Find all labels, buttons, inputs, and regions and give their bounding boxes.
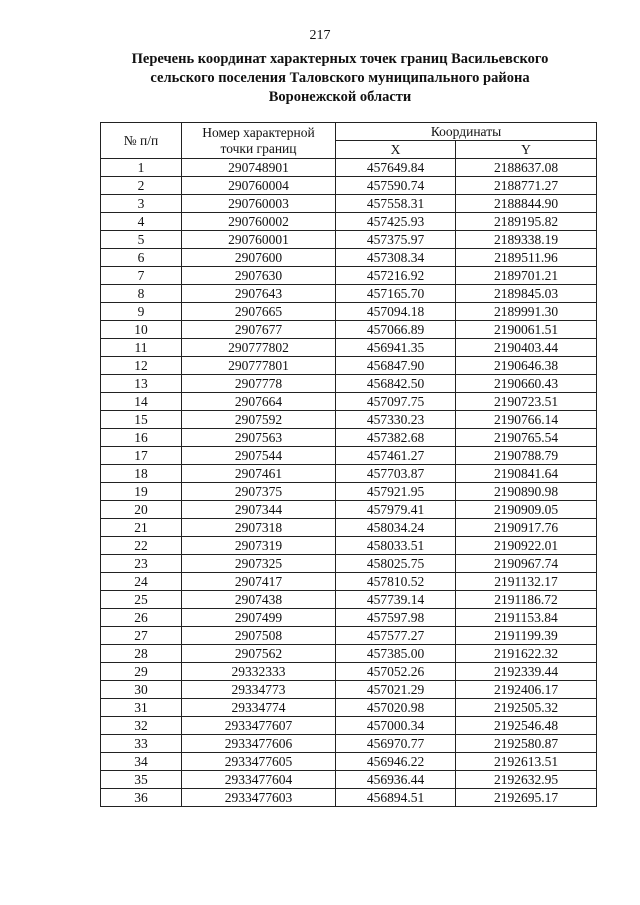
y-coordinate-cell: 2192406.17 [456, 681, 597, 699]
y-coordinate-cell: 2192505.32 [456, 699, 597, 717]
y-coordinate-cell: 2192546.48 [456, 717, 597, 735]
table-row [101, 537, 597, 555]
point-number-cell: 2907563 [182, 429, 336, 447]
y-coordinate-cell: 2190766.14 [456, 411, 597, 429]
header-coordinates: Координаты [336, 123, 597, 141]
y-coordinate-cell: 2192339.44 [456, 663, 597, 681]
y-coordinate-cell: 2189511.96 [456, 249, 597, 267]
row-number-cell: 18 [101, 465, 182, 483]
point-number-cell: 290760003 [182, 195, 336, 213]
y-coordinate-cell: 2189991.30 [456, 303, 597, 321]
y-coordinate-cell: 2188771.27 [456, 177, 597, 195]
point-number-cell: 2907344 [182, 501, 336, 519]
row-number-cell: 25 [101, 591, 182, 609]
row-number-cell: 14 [101, 393, 182, 411]
row-number-cell: 2 [101, 177, 182, 195]
table-row [101, 213, 597, 231]
point-number-cell: 290760001 [182, 231, 336, 249]
table-row [101, 195, 597, 213]
x-coordinate-cell: 456842.50 [336, 375, 456, 393]
point-number-cell: 2933477607 [182, 717, 336, 735]
table-row [101, 177, 597, 195]
x-coordinate-cell: 457066.89 [336, 321, 456, 339]
table-row [101, 393, 597, 411]
row-number-cell: 12 [101, 357, 182, 375]
y-coordinate-cell: 2191132.17 [456, 573, 597, 591]
row-number-cell: 8 [101, 285, 182, 303]
row-number-cell: 29 [101, 663, 182, 681]
y-coordinate-cell: 2190646.38 [456, 357, 597, 375]
point-number-cell: 290748901 [182, 159, 336, 177]
point-number-cell: 2907508 [182, 627, 336, 645]
y-coordinate-cell: 2188844.90 [456, 195, 597, 213]
title-line: Перечень координат характерных точек границ Васильевского [131, 51, 549, 67]
point-number-cell: 2933477605 [182, 753, 336, 771]
title-line: Воронежской области [268, 89, 412, 105]
row-number-cell: 1 [101, 159, 182, 177]
point-number-cell: 2907600 [182, 249, 336, 267]
table-row [101, 267, 597, 285]
header-row-number: № п/п [101, 123, 182, 159]
row-number-cell: 34 [101, 753, 182, 771]
table-row [101, 699, 597, 717]
coordinates-table [100, 122, 597, 807]
point-number-cell: 2907677 [182, 321, 336, 339]
x-coordinate-cell: 457385.00 [336, 645, 456, 663]
point-number-cell: 2907778 [182, 375, 336, 393]
y-coordinate-cell: 2190922.01 [456, 537, 597, 555]
x-coordinate-cell: 457649.84 [336, 159, 456, 177]
table-row [101, 501, 597, 519]
row-number-cell: 5 [101, 231, 182, 249]
table-row [101, 519, 597, 537]
header-point-number-line1: Номер характерной [202, 124, 315, 140]
table-row [101, 285, 597, 303]
x-coordinate-cell: 457308.34 [336, 249, 456, 267]
y-coordinate-cell: 2189338.19 [456, 231, 597, 249]
x-coordinate-cell: 457165.70 [336, 285, 456, 303]
point-number-cell: 2907544 [182, 447, 336, 465]
y-coordinate-cell: 2188637.08 [456, 159, 597, 177]
table-row [101, 555, 597, 573]
y-coordinate-cell: 2190909.05 [456, 501, 597, 519]
x-coordinate-cell: 457703.87 [336, 465, 456, 483]
y-coordinate-cell: 2192695.17 [456, 789, 597, 807]
x-coordinate-cell: 457094.18 [336, 303, 456, 321]
point-number-cell: 2933477603 [182, 789, 336, 807]
row-number-cell: 9 [101, 303, 182, 321]
x-coordinate-cell: 457590.74 [336, 177, 456, 195]
x-coordinate-cell: 458025.75 [336, 555, 456, 573]
x-coordinate-cell: 457597.98 [336, 609, 456, 627]
header-point-number-line2: точки границ [220, 140, 297, 156]
row-number-cell: 22 [101, 537, 182, 555]
point-number-cell: 2907375 [182, 483, 336, 501]
row-number-cell: 32 [101, 717, 182, 735]
table-row [101, 663, 597, 681]
table-row [101, 339, 597, 357]
table-row [101, 411, 597, 429]
row-number-cell: 26 [101, 609, 182, 627]
row-number-cell: 31 [101, 699, 182, 717]
x-coordinate-cell: 456936.44 [336, 771, 456, 789]
point-number-cell: 290760002 [182, 213, 336, 231]
page-number: 217 [309, 28, 331, 43]
point-number-cell: 2907562 [182, 645, 336, 663]
point-number-cell: 2907318 [182, 519, 336, 537]
x-coordinate-cell: 457000.34 [336, 717, 456, 735]
row-number-cell: 24 [101, 573, 182, 591]
point-number-cell: 290777802 [182, 339, 336, 357]
row-number-cell: 6 [101, 249, 182, 267]
x-coordinate-cell: 457052.26 [336, 663, 456, 681]
x-coordinate-cell: 457330.23 [336, 411, 456, 429]
row-number-cell: 21 [101, 519, 182, 537]
y-coordinate-cell: 2191186.72 [456, 591, 597, 609]
point-number-cell: 2907461 [182, 465, 336, 483]
table-row [101, 717, 597, 735]
y-coordinate-cell: 2190723.51 [456, 393, 597, 411]
table-row [101, 735, 597, 753]
y-coordinate-cell: 2190890.98 [456, 483, 597, 501]
y-coordinate-cell: 2190403.44 [456, 339, 597, 357]
row-number-cell: 3 [101, 195, 182, 213]
point-number-cell: 29332333 [182, 663, 336, 681]
point-number-cell: 2907664 [182, 393, 336, 411]
point-number-cell: 2907592 [182, 411, 336, 429]
x-coordinate-cell: 457382.68 [336, 429, 456, 447]
table-row [101, 447, 597, 465]
row-number-cell: 4 [101, 213, 182, 231]
y-coordinate-cell: 2192580.87 [456, 735, 597, 753]
row-number-cell: 11 [101, 339, 182, 357]
row-number-cell: 23 [101, 555, 182, 573]
row-number-cell: 35 [101, 771, 182, 789]
x-coordinate-cell: 458033.51 [336, 537, 456, 555]
table-header [101, 123, 597, 159]
table-row [101, 303, 597, 321]
table-row [101, 789, 597, 807]
point-number-cell: 2907325 [182, 555, 336, 573]
y-coordinate-cell: 2190967.74 [456, 555, 597, 573]
x-coordinate-cell: 457739.14 [336, 591, 456, 609]
point-number-cell: 2907643 [182, 285, 336, 303]
x-coordinate-cell: 456946.22 [336, 753, 456, 771]
y-coordinate-cell: 2191199.39 [456, 627, 597, 645]
x-coordinate-cell: 457216.92 [336, 267, 456, 285]
x-coordinate-cell: 456970.77 [336, 735, 456, 753]
row-number-cell: 7 [101, 267, 182, 285]
y-coordinate-cell: 2190061.51 [456, 321, 597, 339]
header-point-number [182, 123, 336, 159]
point-number-cell: 2933477604 [182, 771, 336, 789]
point-number-cell: 2907499 [182, 609, 336, 627]
y-coordinate-cell: 2192613.51 [456, 753, 597, 771]
x-coordinate-cell: 456847.90 [336, 357, 456, 375]
table-row [101, 681, 597, 699]
row-number-cell: 16 [101, 429, 182, 447]
table-row [101, 429, 597, 447]
table-row [101, 249, 597, 267]
point-number-cell: 2907630 [182, 267, 336, 285]
x-coordinate-cell: 457577.27 [336, 627, 456, 645]
y-coordinate-cell: 2189701.21 [456, 267, 597, 285]
table-row [101, 573, 597, 591]
point-number-cell: 2907665 [182, 303, 336, 321]
point-number-cell: 2907319 [182, 537, 336, 555]
y-coordinate-cell: 2190788.79 [456, 447, 597, 465]
row-number-cell: 33 [101, 735, 182, 753]
x-coordinate-cell: 458034.24 [336, 519, 456, 537]
row-number-cell: 30 [101, 681, 182, 699]
row-number-cell: 17 [101, 447, 182, 465]
table-row [101, 231, 597, 249]
table-row [101, 375, 597, 393]
y-coordinate-cell: 2189195.82 [456, 213, 597, 231]
x-coordinate-cell: 456941.35 [336, 339, 456, 357]
table-row [101, 627, 597, 645]
table-row [101, 645, 597, 663]
x-coordinate-cell: 457097.75 [336, 393, 456, 411]
document-title [60, 50, 620, 107]
x-coordinate-cell: 457021.29 [336, 681, 456, 699]
x-coordinate-cell: 457425.93 [336, 213, 456, 231]
point-number-cell: 29334773 [182, 681, 336, 699]
y-coordinate-cell: 2189845.03 [456, 285, 597, 303]
x-coordinate-cell: 457979.41 [336, 501, 456, 519]
row-number-cell: 36 [101, 789, 182, 807]
point-number-cell: 290760004 [182, 177, 336, 195]
y-coordinate-cell: 2190917.76 [456, 519, 597, 537]
row-number-cell: 10 [101, 321, 182, 339]
x-coordinate-cell: 457558.31 [336, 195, 456, 213]
row-number-cell: 20 [101, 501, 182, 519]
x-coordinate-cell: 457375.97 [336, 231, 456, 249]
table-row [101, 483, 597, 501]
table-row [101, 357, 597, 375]
row-number-cell: 19 [101, 483, 182, 501]
table-body [101, 159, 597, 807]
x-coordinate-cell: 457921.95 [336, 483, 456, 501]
x-coordinate-cell: 456894.51 [336, 789, 456, 807]
point-number-cell: 2907417 [182, 573, 336, 591]
header-x: X [336, 141, 456, 159]
row-number-cell: 15 [101, 411, 182, 429]
y-coordinate-cell: 2190660.43 [456, 375, 597, 393]
header-y: Y [456, 141, 597, 159]
y-coordinate-cell: 2191622.32 [456, 645, 597, 663]
x-coordinate-cell: 457461.27 [336, 447, 456, 465]
point-number-cell: 2907438 [182, 591, 336, 609]
point-number-cell: 29334774 [182, 699, 336, 717]
row-number-cell: 27 [101, 627, 182, 645]
y-coordinate-cell: 2190765.54 [456, 429, 597, 447]
x-coordinate-cell: 457810.52 [336, 573, 456, 591]
y-coordinate-cell: 2190841.64 [456, 465, 597, 483]
y-coordinate-cell: 2192632.95 [456, 771, 597, 789]
title-line: сельского поселения Таловского муниципального района [150, 70, 530, 86]
point-number-cell: 2933477606 [182, 735, 336, 753]
x-coordinate-cell: 457020.98 [336, 699, 456, 717]
row-number-cell: 13 [101, 375, 182, 393]
row-number-cell: 28 [101, 645, 182, 663]
table-row [101, 591, 597, 609]
table-row [101, 609, 597, 627]
point-number-cell: 290777801 [182, 357, 336, 375]
table-row [101, 771, 597, 789]
table-row [101, 753, 597, 771]
table-row [101, 159, 597, 177]
table-row [101, 321, 597, 339]
y-coordinate-cell: 2191153.84 [456, 609, 597, 627]
table-row [101, 465, 597, 483]
